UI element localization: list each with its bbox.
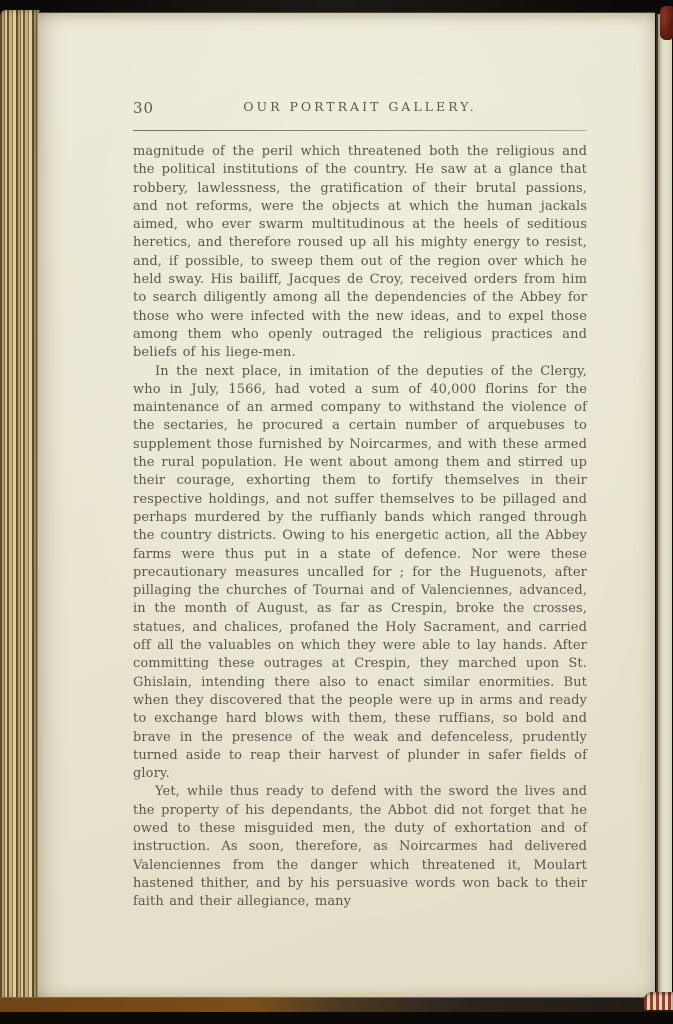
bottom-cover-edge xyxy=(0,997,673,1012)
book-page xyxy=(38,12,655,997)
spine-leather-fragment xyxy=(660,6,673,40)
left-page-edges-stack xyxy=(0,10,40,1002)
paragraph: Yet, while thus ready to defend with the sword the lives and the property of his dependants, the Abbot did not forget that he owed to these misguided men, the duty of exhortation and of instruction. As soon, therefore, as Noircarmes had delivered Valenciennes from the danger which threatened it, Moulart hastened thither, and by his persuasive words won back to their faith and their allegiance, many xyxy=(133,784,587,910)
running-title: OUR PORTRAIT GALLERY. xyxy=(243,99,477,114)
paragraph: magnitude of the peril which threatened both the religious and the political institutions of the country. He saw at a glance that robbery, lawlessness, the gratification of their brutal passions, and not reforms, were the objects at which the human jackals aimed, who ever swarm multitudinous at the heels of seditious heretics, and therefore roused up all his mighty energy to resist, and, if possible, to sweep them out of the region over which he held sway. His bailiff, Jacques de Croy, received orders from him to search diligently among all the dependencies of the Abbey for those who were infected with the new ideas, and to expel those among them who openly outraged the religious practices and beliefs of his liege-men. xyxy=(133,144,587,361)
next-page-edge xyxy=(656,14,672,995)
paragraph: In the next place, in imitation of the deputies of the Clergy, who in July, 1566, had voted a sum of 40,000 florins for the maintenance of an armed company to withstand the violence of the sectaries, he procured a certain number of arquebuses to supplement those furnished by Noircarmes, and with these armed the rural population. He went about among them and stirred up their courage, exhorting them to fortify themselves in their respective holdings, and not suffer themselves to be pillaged and perhaps murdered by the ruffianly bands which ranged through the country districts. Owing to his energetic action, all the Abbey farms were thus put in a state of defence. Nor were these precautionary measures uncalled for ; for the Huguenots, after pillaging the churches of Tournai and of Valenciennes, advanced, in the month of August, as far as Crespin, broke the crosses, statues, and chalices, profaned the Holy Sacrament, and carried off all the valuables on which they were able to lay hands. After committing these outrages at Crespin, they marched upon St. Ghislain, intending there also to enact similar enormities. But when they discovered that the people were up in arms and ready to exchange hard blows with them, these ruffians, so bold and brave in the presence of the weak and defenceless, prudently turned aside to reap their harvest of plunder in safer fields of glory. xyxy=(133,363,587,782)
body-text xyxy=(133,143,587,911)
headband-stripes xyxy=(644,992,673,1010)
page-number: 30 xyxy=(133,99,155,117)
header-rule-divider xyxy=(133,130,587,131)
page-header xyxy=(133,99,587,117)
